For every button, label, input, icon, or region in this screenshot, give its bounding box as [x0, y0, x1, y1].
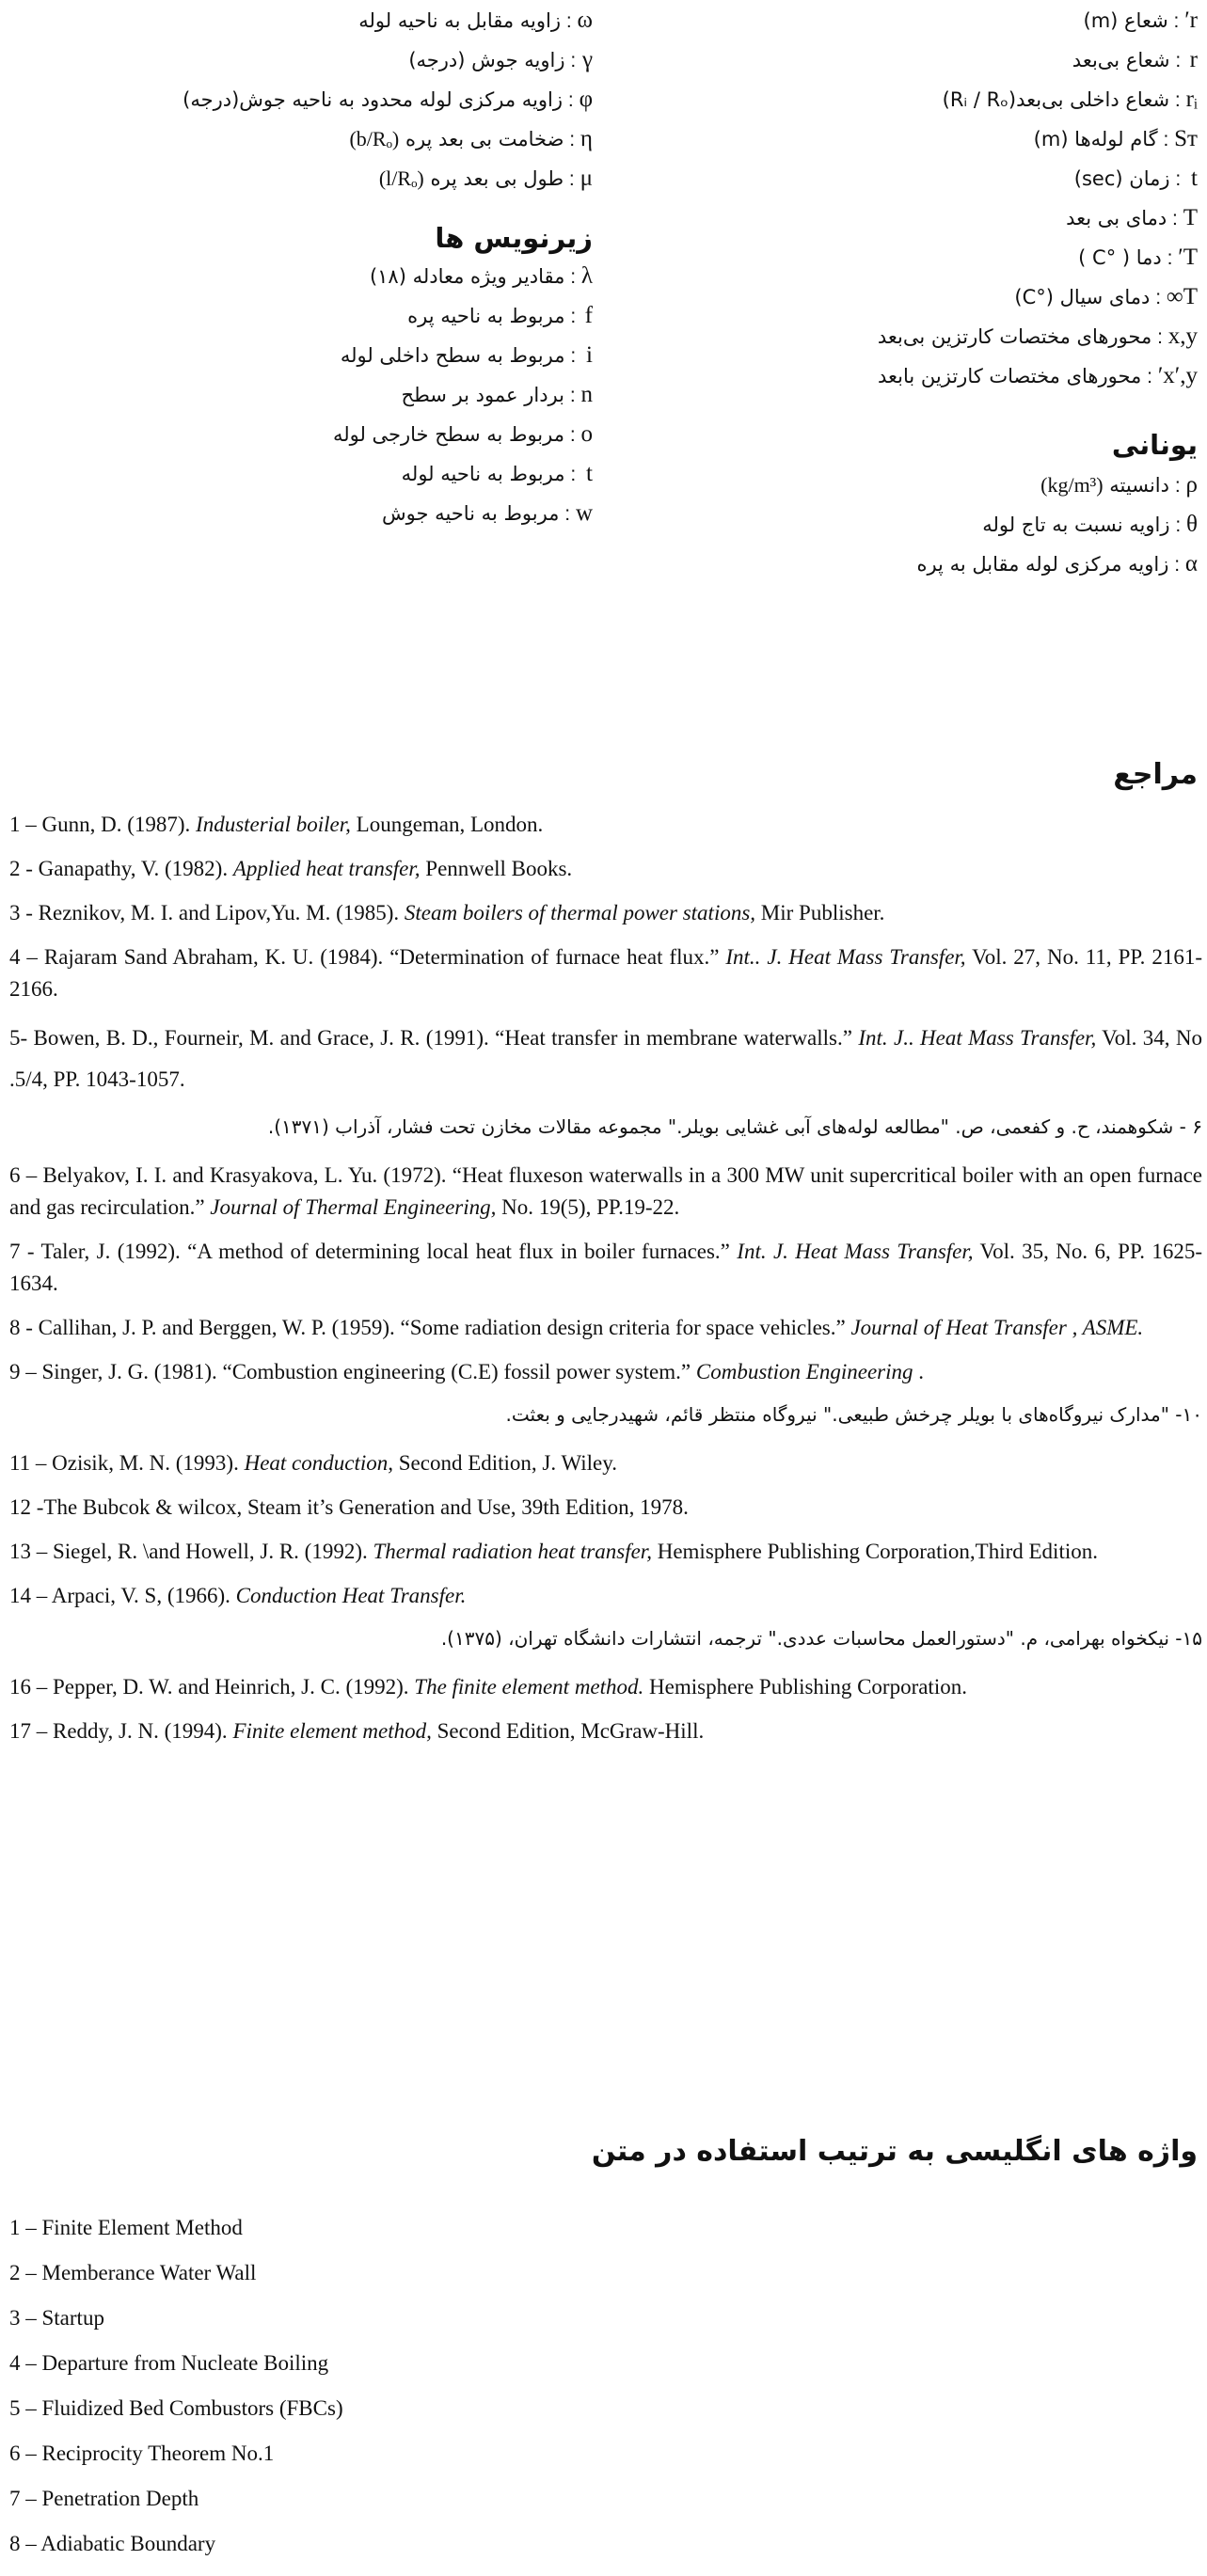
glossary-item: 1 – Finite Element Method — [9, 2216, 243, 2239]
symbol: t — [586, 461, 593, 486]
greek-row: ρ : دانسیته (kg/m³) — [1040, 472, 1198, 498]
unit-note: (b/Rₒ) — [349, 127, 400, 150]
reference-12: 12 -The Bubcok & wilcox, Steam it’s Generation and Use, 39th Edition, 1978. — [9, 1495, 689, 1519]
subscript-row: f : مربوط به ناحیه پره — [407, 303, 593, 328]
symbol: η — [580, 126, 593, 151]
glossary-heading: واژه های انگلیسی به ترتیب استفاده در متن — [591, 2135, 1198, 2168]
symbol-description: طول بی بعد پره — [430, 167, 564, 190]
symbol-description: ضخامت بی بعد پره — [405, 128, 564, 150]
subscript-row: λ : مقادیر ویژه معادله (۱۸) — [369, 263, 593, 289]
symbol-description: مربوط به ناحیه جوش — [382, 502, 560, 525]
symbol: T′ — [1178, 245, 1198, 270]
reference-4: 4 – Rajaram Sand Abraham, K. U. (1984). “Determination of furnace heat flux.” Int.. J. Heat Mass Transfer, Vol. 27, No. 11, PP. 2161-2166. — [9, 945, 1202, 1001]
symbol-description: مربوط به ناحیه پره — [407, 305, 565, 327]
greek-heading: یونانی — [1111, 429, 1198, 461]
symbol-row: ω : زاویه مقابل به ناحیه لوله — [358, 8, 593, 33]
reference-14: 14 – Arpaci, V. S, (1966). Conduction Heat Transfer. — [9, 1584, 467, 1607]
reference-11: 11 – Ozisik, M. N. (1993). Heat conduction, Second Edition, J. Wiley. — [9, 1451, 617, 1475]
subscripts-heading: زیرنویس ها — [435, 222, 593, 254]
reference-16: 16 – Pepper, D. W. and Heinrich, J. C. (1992). The finite element method. Hemisphere Publishing Corporation. — [9, 1675, 967, 1699]
symbol: Sᴛ — [1174, 126, 1198, 151]
glossary-item: 6 – Reciprocity Theorem No.1 — [9, 2442, 275, 2465]
symbol-description: زاویه نسبت به تاج لوله — [982, 514, 1170, 536]
symbol: rᵢ — [1185, 87, 1198, 112]
reference-17: 17 – Reddy, J. N. (1994). Finite element method, Second Edition, McGraw-Hill. — [9, 1719, 705, 1743]
symbol: r — [1189, 47, 1198, 72]
references-list — [9, 809, 1202, 1760]
symbol: x′,y′ — [1157, 363, 1198, 388]
subscript-row: i : مربوط به سطح داخلی لوله — [340, 342, 593, 368]
glossary-item: 8 – Adiabatic Boundary — [9, 2532, 216, 2555]
symbol-description: شعاع بی‌بعد — [1072, 49, 1170, 71]
reference-10-persian: ۱۰- "مدارک نیروگاه‌های با بویلر چرخش طبیعی." نیروگاه منتظر قائم، شهیدرجایی و بعثت. — [505, 1403, 1202, 1426]
symbol: w — [575, 500, 593, 526]
reference-1: 1 – Gunn, D. (1987). Industerial boiler, Loungeman, London. — [9, 813, 544, 836]
reference-7: 7 - Taler, J. (1992). “A method of determining local heat flux in boiler furnaces.” Int. J. Heat Mass Transfer, Vol. 35, No. 6, PP. 1625-1634. — [9, 1240, 1202, 1295]
reference-3: 3 - Reznikov, M. I. and Lipov,Yu. M. (1985). Steam boilers of thermal power stations, Mir Publisher. — [9, 901, 885, 925]
symbol-row: t : زمان (sec) — [1073, 166, 1198, 191]
symbol-row: μ : طول بی بعد پره (l/Rₒ) — [378, 166, 593, 191]
symbol-description: بردار عمود بر سطح — [401, 384, 564, 406]
glossary-item: 3 – Startup — [9, 2306, 104, 2330]
subscript-row: o : مربوط به سطح خارجی لوله — [332, 421, 593, 447]
symbol: t — [1191, 166, 1198, 191]
symbol: T — [1183, 205, 1198, 230]
reference-6-persian: ۶ - شکوهمند، ح. و کفعمی، ص. "مطالعه لوله‌های آبی غشایی بویلر." مجموعه مقالات مخازن تحت فشار، آذراب (۱۳۷۱). — [267, 1115, 1202, 1138]
symbol-description: مقادیر ویژه معادله (۱۸) — [369, 265, 565, 288]
symbol-description: مربوط به سطح خارجی لوله — [332, 423, 564, 446]
symbol-row: r′ : شعاع (m) — [1083, 8, 1198, 33]
glossary-item: 4 – Departure from Nucleate Boiling — [9, 2351, 329, 2375]
reference-6: 6 – Belyakov, I. I. and Krasyakova, L. Yu. (1972). “Heat fluxeson waterwalls in a 300 MW unit supercritical boiler with an open furnace and gas recirculation.” Journal of Thermal Engineering, No. 19(5), PP.19-22. — [9, 1163, 1202, 1219]
nomenclature-section — [0, 9, 1207, 724]
reference-15-persian: ۱۵- نیکخواه بهرامی، م. "دستورالعمل محاسبات عددی." ترجمه، انتشارات دانشگاه تهران، (۱۳۷۵). — [440, 1627, 1202, 1650]
subscript-row: w : مربوط به ناحیه جوش — [382, 500, 593, 526]
reference-9: 9 – Singer, J. G. (1981). “Combustion engineering (C.E) fossil power system.” Combustion Engineering . — [9, 1360, 925, 1383]
symbol-row: γ : زاویه جوش (درجه) — [408, 47, 593, 72]
symbol: o — [580, 421, 593, 447]
symbol-row: Sᴛ : گام لوله‌ها (m) — [1033, 126, 1198, 151]
symbol: γ — [581, 47, 593, 72]
symbol-description: گام لوله‌ها (m) — [1033, 128, 1158, 150]
symbol-description: زمان (sec) — [1073, 167, 1170, 190]
glossary-item: 7 – Penetration Depth — [9, 2487, 199, 2510]
symbol-row: T : دمای بی بعد — [1066, 205, 1198, 230]
glossary-item: 2 – Memberance Water Wall — [9, 2261, 257, 2284]
symbol: f — [584, 303, 593, 328]
unit-note: (kg/m³) — [1040, 473, 1104, 497]
reference-8: 8 - Callihan, J. P. and Berggen, W. P. (1959). “Some radiation design criteria for space vehicles.” Journal of Heat Transfer , ASME. — [9, 1316, 1144, 1339]
reference-5: 5- Bowen, B. D., Fourneir, M. and Grace, J. R. (1991). “Heat transfer in membrane waterwalls.” Int. J.. Heat Mass Transfer, Vol. 34, No .5/4, PP. 1043-1057. — [9, 1026, 1203, 1091]
symbol-row: r : شعاع بی‌بعد — [1072, 47, 1198, 72]
references-heading: مراجع — [1113, 758, 1198, 791]
symbol-description: شعاع داخلی بی‌بعد(Rᵢ / Rₒ) — [942, 88, 1170, 111]
symbol-row: x,y : محورهای مختصات کارتزین بی‌بعد — [877, 324, 1198, 349]
subscript-row: n : بردار عمود بر سطح — [401, 382, 593, 407]
symbol-description: زاویه مرکزی لوله محدود به ناحیه جوش(درجه) — [183, 88, 564, 111]
symbol: λ — [580, 263, 593, 289]
symbol-row: T′ : دما ( °C ) — [1078, 245, 1198, 270]
symbol: α — [1184, 551, 1198, 577]
symbol-description: زاویه مرکزی لوله مقابل به پره — [916, 553, 1169, 576]
symbol-description: محورهای مختصات کارتزین بی‌بعد — [877, 325, 1152, 348]
symbol-row: x′,y′ : محورهای مختصات کارتزین بابعد — [878, 363, 1198, 388]
symbol: θ — [1186, 512, 1198, 537]
nomenclature-right-column — [671, 9, 1198, 593]
symbol: μ — [580, 166, 593, 191]
symbol-description: مربوط به ناحیه لوله — [401, 463, 565, 485]
symbol: T∞ — [1166, 284, 1198, 309]
symbol-row: φ : زاویه مرکزی لوله محدود به ناحیه جوش(درجه) — [183, 87, 593, 112]
symbol-description: محورهای مختصات کارتزین بابعد — [878, 365, 1142, 387]
nomenclature-left-column — [38, 9, 593, 542]
symbol-description: دمای بی بعد — [1066, 207, 1167, 229]
symbol: r′ — [1184, 8, 1198, 33]
symbol: ρ — [1185, 472, 1198, 498]
symbol: i — [586, 342, 593, 368]
glossary-list — [9, 2215, 668, 2576]
symbol-description: زاویه مقابل به ناحیه لوله — [358, 9, 562, 32]
reference-13: 13 – Siegel, R. \and Howell, J. R. (1992). Thermal radiation heat transfer, Hemisphere Publishing Corporation,Third Edition. — [9, 1540, 1098, 1563]
symbol: n — [580, 382, 593, 407]
symbol-description: دانسیته — [1109, 474, 1169, 497]
symbol-description: دمای سیال (°C) — [1014, 286, 1151, 308]
symbol-description: شعاع (m) — [1083, 9, 1168, 32]
symbol: ω — [577, 8, 593, 33]
symbol: x,y — [1167, 324, 1198, 349]
symbol-description: زاویه جوش (درجه) — [408, 49, 565, 71]
symbol-description: مربوط به سطح داخلی لوله — [340, 344, 565, 367]
symbol-description: دما ( °C ) — [1078, 246, 1162, 269]
symbol: φ — [579, 87, 593, 112]
reference-2: 2 - Ganapathy, V. (1982). Applied heat transfer, Pennwell Books. — [9, 857, 573, 880]
greek-row: θ : زاویه نسبت به تاج لوله — [982, 512, 1198, 537]
symbol-row: rᵢ : شعاع داخلی بی‌بعد(Rᵢ / Rₒ) — [942, 87, 1198, 112]
subscript-row: t : مربوط به ناحیه لوله — [401, 461, 593, 486]
symbol-row: η : ضخامت بی بعد پره (b/Rₒ) — [349, 126, 593, 151]
greek-row: α : زاویه مرکزی لوله مقابل به پره — [916, 551, 1198, 577]
symbol-row: T∞ : دمای سیال (°C) — [1014, 284, 1198, 309]
glossary-item: 5 – Fluidized Bed Combustors (FBCs) — [9, 2396, 343, 2420]
unit-note: (l/Rₒ) — [378, 166, 424, 190]
